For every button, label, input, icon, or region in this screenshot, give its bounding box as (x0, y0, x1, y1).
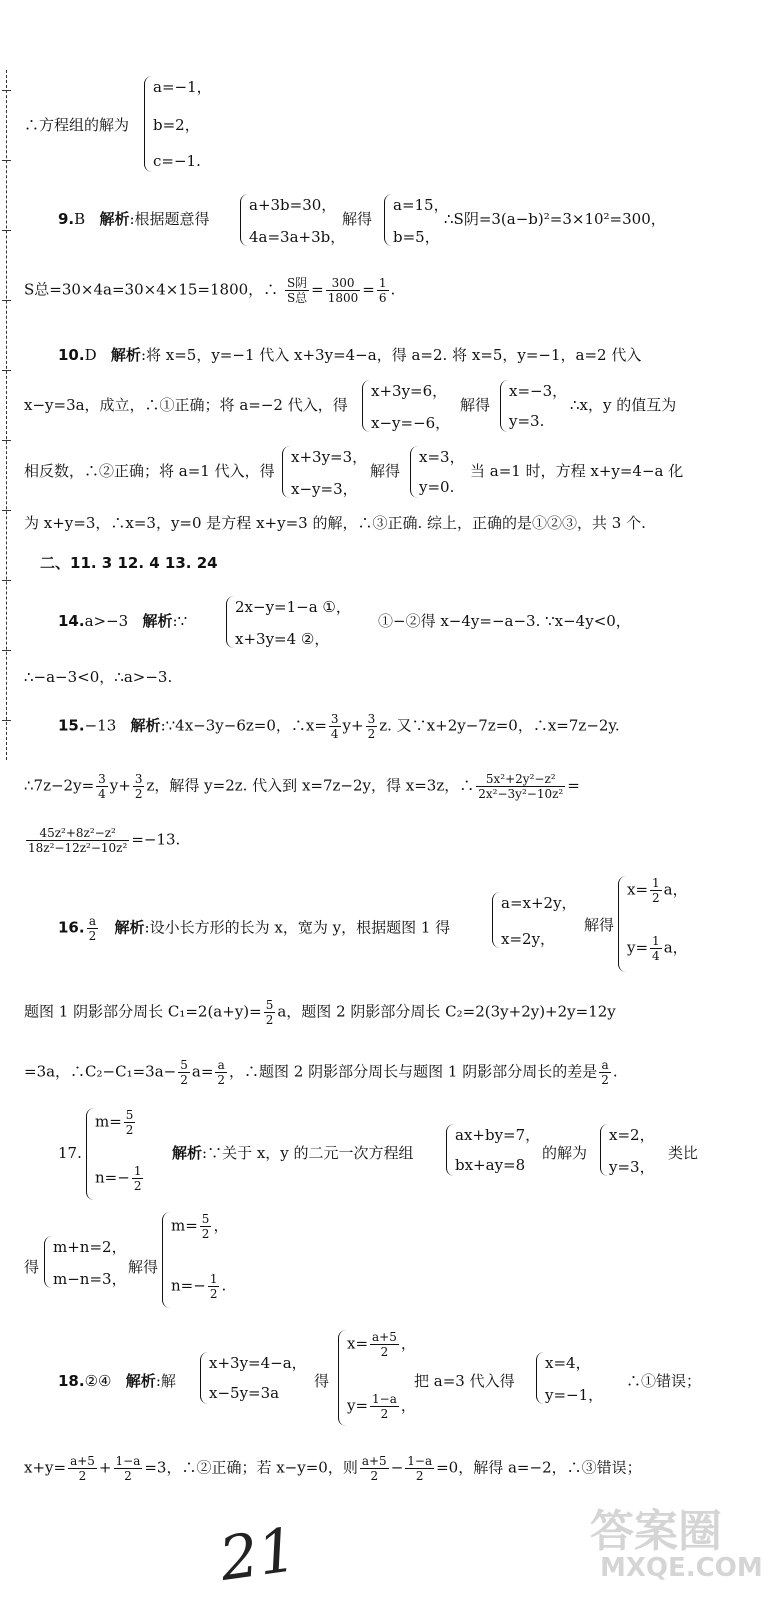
p10-system-b: x=−3， y=3. (500, 380, 570, 432)
p18-system-3: x=4， y=−1， (536, 1352, 606, 1404)
equation: a=−1， (153, 78, 212, 96)
p16-line-3: =3a，∴C₂−C₁=3a− $\frac{5}{2}$ a= $\frac{a}{2}$ ，∴题图 2 阴影部分周长与题图 1 阴影部分周长的差是 $\frac{a}{2}$ . (24, 1058, 618, 1087)
p9-line-2: S总=30×4a=30×4×15=1800，∴ $\frac{\text{S阴}}{\text{S总}}$ = $\frac{300}{1800}$ = $\frac{1}{6}$ . (24, 276, 396, 305)
solve-word: 解得 (128, 1258, 159, 1276)
p8-solution-system (144, 76, 244, 172)
p10-line-2: x−y=3a，成立，∴①正确；将 a=−2 代入，得 (24, 396, 348, 414)
watermark-url: MXQE.COM (600, 1553, 763, 1583)
solve-word: 解得 (584, 916, 615, 934)
p10-system-a: x+3y=6， x−y=−6， (362, 380, 462, 432)
answer: −13 (84, 716, 117, 735)
equation: c=−1. (153, 152, 201, 170)
p18-line-1: 18.②④ 解析:解 (58, 1372, 176, 1390)
p10-line-4: 为 x+y=3，∴x=3，y=0 是方程 x+y=3 的解，∴③正确. 综上，正确的是①②③，共 3 个. (24, 514, 646, 532)
equation: b=2， (153, 116, 200, 134)
p14-text: ①−②得 x−4y=−a−3. ∵x−4y<0， (378, 612, 631, 630)
answer: D (84, 346, 97, 364)
p17-system-3: m+n=2， m−n=3， (44, 1236, 134, 1288)
solve-word: 解得 (342, 210, 373, 228)
watermark-logo (590, 1495, 770, 1595)
p10-line-3: 相反数，∴②正确；将 a=1 代入，得 (24, 462, 275, 480)
brace (144, 76, 152, 172)
question-number: 18. (58, 1372, 85, 1390)
solve-word: 解得 (370, 462, 401, 480)
margin-tick (2, 230, 11, 231)
p17-line-2: 得 (24, 1258, 40, 1276)
p17-text: 的解为 (542, 1144, 588, 1162)
question-number: 10. (58, 346, 85, 364)
margin-tick (2, 650, 11, 651)
margin-tick (2, 580, 11, 581)
p15-line-1: 15.−13 解析:∵4x−3y−6z=0，∴x= $\frac{3}{4}$ y+ $\frac{3}{2}$ z. 又∵x+2y−7z=0，∴x=7z−2y. (58, 712, 620, 741)
binding-margin-line (6, 70, 7, 760)
p17-system-2: x=2， y=3， (600, 1124, 660, 1176)
question-number: 17. (58, 1144, 82, 1162)
question-number: 16. (58, 918, 85, 937)
part2-answers: 二、11. 3 12. 4 13. 24 (40, 554, 218, 572)
p10-system-c: x+3y=3， x−y=3， (282, 446, 372, 498)
question-number: 14. (58, 612, 85, 630)
margin-tick (2, 160, 11, 161)
answer: ②④ (84, 1372, 112, 1390)
answer: $\frac{a}{2}$ (88, 914, 97, 943)
p18-system-2: x= $\frac{a+5}{2}$ ， y= $\frac{1-a}{2}$ ， (338, 1330, 418, 1426)
p10-text: ∴x，y 的值互为 (570, 396, 677, 414)
margin-tick (2, 370, 11, 371)
p15-line-3: $\frac{\text{45z²+8z²−z²}}{\text{18z²−12z²−10z²}}$ =−13. (28, 826, 181, 855)
margin-tick (2, 720, 11, 721)
margin-tick (2, 440, 11, 441)
p18-text: 得 (314, 1372, 330, 1390)
p17-system-4: m= $\frac{5}{2}$ ， n=− $\frac{1}{2}$ . (162, 1212, 252, 1308)
p16-system-2: x= $\frac{1}{2}$ a， y= $\frac{1}{4}$ a， (618, 876, 708, 972)
p10-line-1: 10.D 解析:将 x=5，y=−1 代入 x+3y=4−a，得 a=2. 将 x=5，y=−1，a=2 代入 (58, 346, 642, 364)
page-number: 21 (215, 1515, 301, 1595)
p9-line-1: 9.B 解析:根据题意得 (58, 210, 210, 228)
margin-tick (2, 300, 11, 301)
question-number: 9. (58, 210, 75, 228)
p17-line-1: 解析:∵关于 x，y 的二元一次方程组 (172, 1144, 414, 1162)
p15-line-2: ∴7z−2y= $\frac{3}{4}$ y+ $\frac{3}{2}$ z，解得 y=2z. 代入到 x=7z−2y，得 x=3z，∴ $\frac{\text{5x²+2y²−z²}}{\text{2x²−3y²−10z²}}$ = (24, 772, 580, 801)
p18-text: ∴①错误； (626, 1372, 702, 1390)
p17-system-1: ax+by=7， bx+ay=8 (446, 1124, 546, 1176)
p18-line-2: x+y= $\frac{a+5}{2}$ + $\frac{1-a}{2}$ =3，∴②正确；若 x−y=0，则 $\frac{a+5}{2}$ − $\frac{1-a}{2}$ =0，解得 a=−2，∴③错误； (24, 1454, 642, 1483)
analysis-label: 解析 (99, 210, 130, 228)
p9-text: ∴S阴=3(a−b)²=3×10²=300， (444, 210, 666, 228)
p8-lead: ∴方程组的解为 (24, 116, 130, 134)
p16-line-2: 题图 1 阴影部分周长 C₁=2(a+y)= $\frac{5}{2}$ a，题图 2 阴影部分周长 C₂=2(3y+2y)+2y=12y (24, 998, 616, 1027)
p9-system-2: a=15， b=5， (384, 194, 444, 246)
p16-system-1: a=x+2y， x=2y， (492, 892, 582, 948)
p10-text: 当 a=1 时，方程 x+y=4−a 化 (470, 462, 684, 480)
p14-system: 2x−y=1−a ①， x+3y=4 ②， (226, 596, 366, 648)
answer: a>−3 (84, 612, 129, 630)
p14-line-2: ∴−a−3<0，∴a>−3. (24, 668, 173, 686)
p18-text: 把 a=3 代入得 (414, 1372, 515, 1390)
p14-line-1: 14.a>−3 解析:∵ (58, 612, 188, 630)
p18-system-1: x+3y=4−a， x−5y=3a (200, 1352, 310, 1404)
margin-tick (2, 90, 11, 91)
watermark-text: 答案圈 (590, 1506, 722, 1557)
margin-tick (2, 510, 11, 511)
answer: B (74, 210, 86, 228)
p16-line-1: 16. $\frac{a}{2}$ 解析:设小长方形的长为 x，宽为 y，根据题图 1 得 (58, 914, 451, 943)
solve-word: 解得 (460, 396, 491, 414)
question-number: 15. (58, 716, 85, 735)
p9-system-1: a+3b=30， 4a=3a+3b， (240, 194, 350, 246)
p10-system-d: x=3， y=0. (410, 446, 470, 498)
p17-answer-system: m= $\frac{5}{2}$ n=− $\frac{1}{2}$ (86, 1108, 166, 1200)
p17-text: 类比 (668, 1144, 699, 1162)
